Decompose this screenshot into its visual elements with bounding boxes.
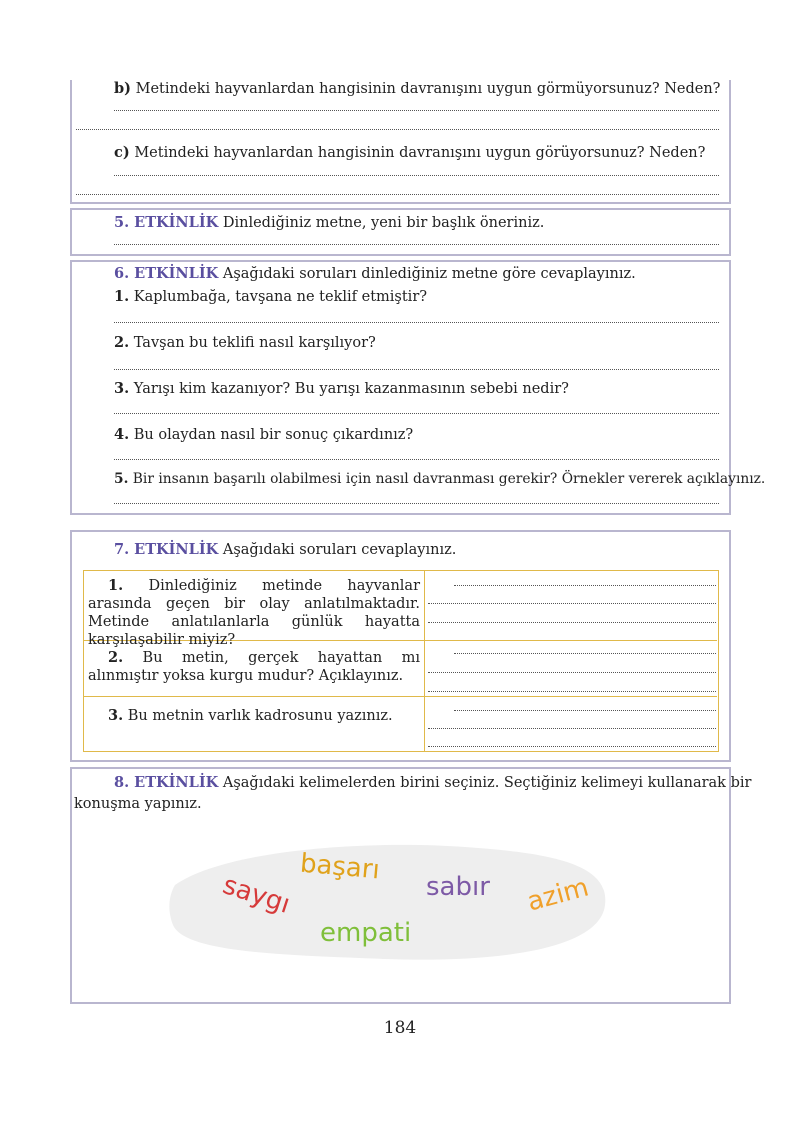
activity5-heading: 5. ETKİNLİK Dinlediğiniz metne, yeni bir başlık öneriniz.	[114, 214, 545, 231]
activity6-heading: 6. ETKİNLİK Aşağıdaki soruları dinlediğiniz metne göre cevaplayınız.	[114, 265, 636, 282]
word-azim[interactable]: azim	[524, 872, 592, 918]
answer-line[interactable]	[428, 603, 716, 604]
answer-line[interactable]	[428, 672, 716, 673]
answer-line[interactable]	[114, 322, 719, 323]
activity6-question-4: 4. Bu olaydan nasıl bir sonuç çıkardınız?	[114, 426, 414, 443]
questions-box-top	[70, 80, 731, 204]
answer-line[interactable]	[114, 110, 719, 111]
answer-line[interactable]	[428, 728, 716, 729]
answer-line[interactable]	[76, 129, 719, 130]
answer-line[interactable]	[114, 244, 719, 245]
activity7-heading: 7. ETKİNLİK Aşağıdaki soruları cevaplayınız.	[114, 541, 457, 558]
activity8-heading: 8. ETKİNLİK Aşağıdaki kelimelerden birini seçiniz. Seçtiğiniz kelimeyi kullanarak bir	[114, 774, 752, 791]
answer-line[interactable]	[76, 194, 719, 195]
answer-line[interactable]	[454, 710, 716, 711]
answer-line[interactable]	[428, 746, 716, 747]
answer-line[interactable]	[114, 413, 719, 414]
answer-line[interactable]	[454, 653, 716, 654]
question-c: c) Metindeki hayvanlardan hangisinin davranışını uygun görüyorsunuz? Neden?	[114, 144, 706, 161]
answer-line[interactable]	[428, 691, 716, 692]
table-question-3: 3. Bu metnin varlık kadrosunu yazınız.	[108, 707, 393, 724]
answer-line[interactable]	[114, 459, 719, 460]
table-row-divider	[84, 696, 717, 697]
table-question-1: 1. Dinlediğiniz metinde hayvanlar arasında geçen bir olay anlatılmaktadır. Metinde anlatılanlarla günlük hayatta karşılaşabilir miyiz?	[88, 577, 420, 648]
page-number: 184	[383, 1018, 417, 1038]
word-basari[interactable]: başarı	[298, 848, 381, 886]
word-sabir[interactable]: sabır	[426, 872, 490, 902]
question-b: b) Metindeki hayvanlardan hangisinin davranışını uygun görmüyorsunuz? Neden?	[114, 80, 721, 97]
table-divider	[424, 571, 425, 751]
answer-line[interactable]	[114, 369, 719, 370]
answer-line[interactable]	[114, 503, 719, 504]
answer-line[interactable]	[114, 175, 719, 176]
activity6-question-1: 1. Kaplumbağa, tavşana ne teklif etmiştir?	[114, 288, 428, 305]
activity6-question-2: 2. Tavşan bu teklifi nasıl karşılıyor?	[114, 334, 376, 351]
activity8-heading-cont: konuşma yapınız.	[74, 796, 202, 812]
answer-line[interactable]	[454, 585, 716, 586]
table-question-2: 2. Bu metin, gerçek hayattan mı alınmıştır yoksa kurgu mudur? Açıklayınız.	[88, 649, 420, 684]
activity6-question-3: 3. Yarışı kim kazanıyor? Bu yarışı kazanmasının sebebi nedir?	[114, 380, 569, 397]
activity6-question-5: 5. Bir insanın başarılı olabilmesi için nasıl davranması gerekir? Örnekler vererek açıklayınız.	[114, 471, 766, 487]
word-saygi[interactable]: saygı	[219, 870, 294, 920]
word-empati[interactable]: empati	[320, 918, 412, 948]
answer-line[interactable]	[428, 622, 716, 623]
activity7-table	[83, 570, 719, 752]
